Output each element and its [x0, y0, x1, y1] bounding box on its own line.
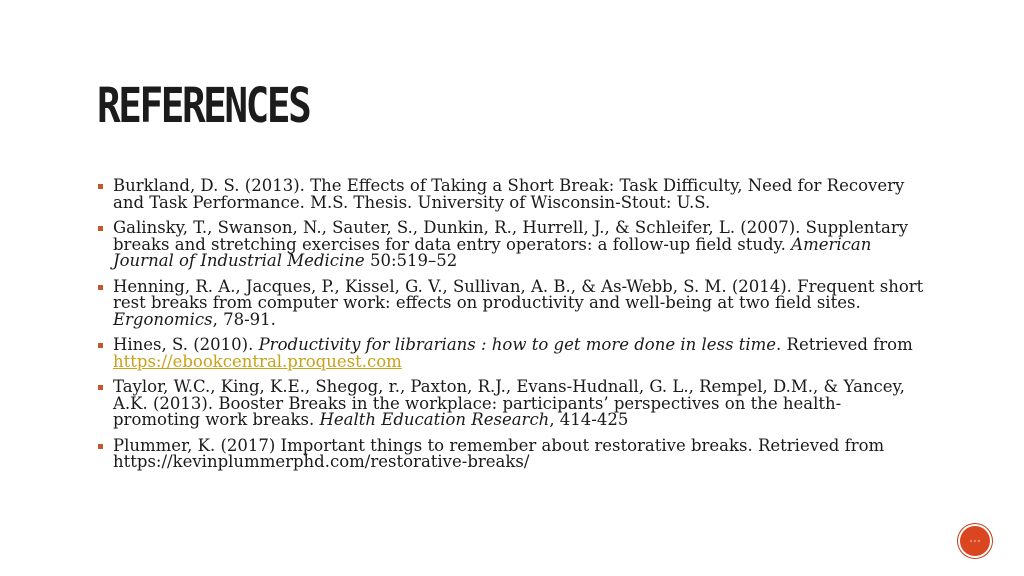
reference-item — [96, 379, 926, 429]
square-bullet-icon — [98, 343, 103, 348]
reference-journal: Ergonomics — [113, 309, 213, 329]
square-bullet-icon — [98, 226, 103, 231]
reference-text: Galinsky, T., Swanson, N., Sauter, S., Dunkin, R., Hurrell, J., & Schleifer, L. (2007). Supplentary breaks and stretching exercises for data entry operators: a follow-up field study. — [113, 218, 909, 254]
reference-journal: American Journal of Industrial Medicine — [113, 234, 872, 270]
reference-book-title: Productivity for librarians : how to get more done in less time — [258, 335, 777, 354]
reference-item — [96, 220, 926, 270]
reference-item — [96, 276, 926, 329]
square-bullet-icon — [98, 444, 103, 449]
square-bullet-icon — [98, 184, 103, 189]
reference-text-tail: 50:519–52 — [364, 251, 458, 270]
reference-text: Taylor, W.C., King, K.E., Shegog, r., Paxton, R.J., Evans-Hudnall, G. L., Rempel, D.M., & Yancey, A.K. (2013). Booster Breaks in the workplace: participants’ perspectives on the health-promoting work breaks. — [113, 377, 905, 429]
reference-text-tail: . Retrieved from — [776, 335, 913, 354]
reference-link[interactable]: https://ebookcentral.proquest.com — [113, 351, 402, 371]
nav-dots-icon — [969, 539, 981, 543]
slide-title: REFERENCES — [97, 78, 310, 134]
reference-text: Hines, S. (2010). — [113, 335, 259, 354]
reference-text: Burkland, D. S. (2013). The Effects of Taking a Short Break: Task Difficulty, Need for Recovery and Task Performance. M.S. Thesis. University of Wisconsin-Stout: U.S. — [113, 176, 905, 212]
references-list — [96, 178, 926, 480]
reference-text-tail: , 78-91. — [212, 309, 276, 329]
reference-journal: Health Education Research — [319, 410, 550, 429]
reference-item — [96, 337, 926, 370]
square-bullet-icon — [98, 385, 103, 390]
reference-text: Henning, R. A., Jacques, P., Kissel, G. V., Sullivan, A. B., & As-Webb, S. M. (2014). Frequent short rest breaks from computer work: effects on productivity and well-being at two field sites. — [113, 276, 924, 312]
reference-item — [96, 435, 926, 471]
reference-item — [96, 178, 926, 211]
square-bullet-icon — [98, 285, 103, 290]
reference-text: Plummer, K. (2017) Important things to remember about restorative breaks. Retrieved from https://kevinplummerphd.com/restorative-breaks/ — [113, 435, 885, 471]
slide-nav-button[interactable] — [958, 524, 992, 558]
reference-text-tail: , 414-425 — [549, 410, 629, 429]
